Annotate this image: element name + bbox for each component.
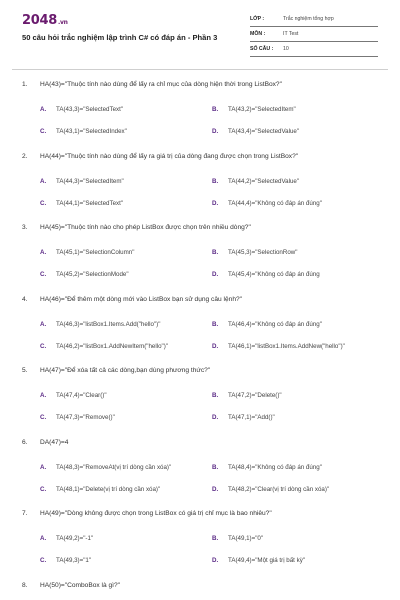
question-number: 8. [22, 582, 28, 589]
info-value: IT Test [283, 31, 299, 37]
option-letter: C. [40, 200, 47, 207]
question-text: HA(47)="Để xóa tất cả các dòng,bạn dùng phương thức?" [40, 367, 211, 374]
question-text: HA(44)="Thuộc tính nào dùng để lấy ra giá trị của dòng đang được chọn trong ListBox?" [40, 153, 299, 160]
option-text: TA(45,1)="SelectionColumn" [56, 249, 135, 256]
option-text: TA(45,2)="SelectionMode" [56, 271, 129, 278]
info-value: 10 [283, 46, 289, 52]
option-letter: B. [212, 106, 219, 113]
question-number: 5. [22, 367, 28, 374]
question-number: 2. [22, 153, 28, 160]
option-text: TA(44,3)="SelectedItem" [56, 178, 124, 185]
option-letter: A. [40, 535, 47, 542]
logo-suffix: .vn [57, 19, 68, 26]
question-text: HA(43)="Thuộc tính nào dùng để lấy ra chỉ mục của dòng hiện thời trong ListBox?" [40, 81, 282, 88]
option-letter: C. [40, 557, 47, 564]
option-letter: D. [212, 128, 219, 135]
option-letter: A. [40, 464, 47, 471]
option-text: TA(46,4)="Không có đáp án đúng" [228, 321, 322, 328]
option-letter: A. [40, 392, 47, 399]
option-letter: C. [40, 486, 47, 493]
option-letter: C. [40, 128, 47, 135]
question-header [0, 224, 400, 234]
option-text: TA(46,1)="listBox1.Items.AddNew("hello")" [228, 343, 345, 350]
option-text: TA(49,1)="0" [228, 535, 264, 542]
question-header [0, 153, 400, 163]
option-text: TA(49,3)="1" [56, 557, 92, 564]
option-letter: B. [212, 178, 219, 185]
option-letter: C. [40, 414, 47, 421]
document-title: 50 câu hỏi trắc nghiệm lập trình C# có đáp án - Phần 3 [22, 33, 218, 42]
question-header [0, 367, 400, 377]
option-text: TA(49,2)="-1" [56, 535, 94, 542]
option-text: TA(45,3)="SelectionRow" [228, 249, 298, 256]
option-letter: C. [40, 271, 47, 278]
option-text: TA(48,4)="Không có đáp án đúng" [228, 464, 322, 471]
question-header [0, 510, 400, 520]
question-number: 1. [22, 81, 28, 88]
option-letter: B. [212, 392, 219, 399]
question-text: HA(46)="Để thêm một dòng mới vào ListBox bạn sử dụng câu lệnh?" [40, 296, 242, 303]
option-text: TA(43,1)="SelectedIndex" [56, 128, 127, 135]
option-letter: B. [212, 535, 219, 542]
option-text: TA(44,1)="SelectedText" [56, 200, 124, 207]
option-text: TA(43,4)="SelectedValue" [228, 128, 300, 135]
option-letter: B. [212, 321, 219, 328]
info-label: SỐ CÂU : [250, 46, 274, 52]
option-text: TA(43,2)="SelectedItem" [228, 106, 296, 113]
question-header [0, 81, 400, 91]
option-text: TA(47,4)="Clear()" [56, 392, 107, 399]
question-header [0, 296, 400, 306]
option-text: TA(47,3)="Remove()" [56, 414, 115, 421]
info-label: LỚP : [250, 16, 265, 22]
question-number: 7. [22, 510, 28, 517]
option-letter: D. [212, 486, 219, 493]
option-letter: A. [40, 178, 47, 185]
option-text: TA(47,2)="Delete()" [228, 392, 282, 399]
option-letter: A. [40, 249, 47, 256]
option-text: TA(49,4)="Một giá trị bất kỳ" [228, 557, 306, 564]
question-number: 4. [22, 296, 28, 303]
question-number: 6. [22, 439, 28, 446]
option-letter: C. [40, 343, 47, 350]
question-text: HA(45)="Thuộc tính nào cho phép ListBox được chọn trên nhiều dòng?" [40, 224, 251, 231]
option-letter: B. [212, 249, 219, 256]
info-value: Trắc nghiệm tổng hợp [283, 16, 334, 22]
option-text: TA(48,3)="RemoveAt(vị trí dòng cần xóa)" [56, 464, 172, 471]
option-text: TA(48,1)="Delete(vị trí dòng cần xóa)" [56, 486, 161, 493]
option-text: TA(47,1)="Add()" [228, 414, 275, 421]
option-text: TA(44,2)="SelectedValue" [228, 178, 300, 185]
question-text: HA(49)="Dòng không được chọn trong ListBox có giá trị chỉ mục là bao nhiêu?" [40, 510, 272, 517]
question-header [0, 582, 400, 592]
logo-text: 2048 [22, 13, 57, 28]
option-text: TA(46,3)="listBox1.Items.Add("hello")" [56, 321, 161, 328]
question-header [0, 439, 400, 449]
option-letter: D. [212, 414, 219, 421]
option-letter: D. [212, 271, 219, 278]
option-text: TA(45,4)="Không có đáp án đúng [228, 271, 320, 278]
question-number: 3. [22, 224, 28, 231]
question-text: HA(50)="ComboBox là gì?" [40, 582, 120, 589]
option-text: TA(44,4)="Không có đáp án đúng" [228, 200, 322, 207]
option-letter: D. [212, 343, 219, 350]
option-letter: D. [212, 557, 219, 564]
option-letter: A. [40, 321, 47, 328]
option-text: TA(48,2)="Clear(vị trí dòng cần xóa)" [228, 486, 330, 493]
option-text: TA(43,3)="SelectedText" [56, 106, 124, 113]
info-label: MÔN : [250, 31, 266, 37]
question-text: DA(47)=4 [40, 439, 69, 446]
option-letter: A. [40, 106, 47, 113]
option-text: TA(46,2)="listBox1.AddNewItem("hello")" [56, 343, 169, 350]
option-letter: B. [212, 464, 219, 471]
option-letter: D. [212, 200, 219, 207]
